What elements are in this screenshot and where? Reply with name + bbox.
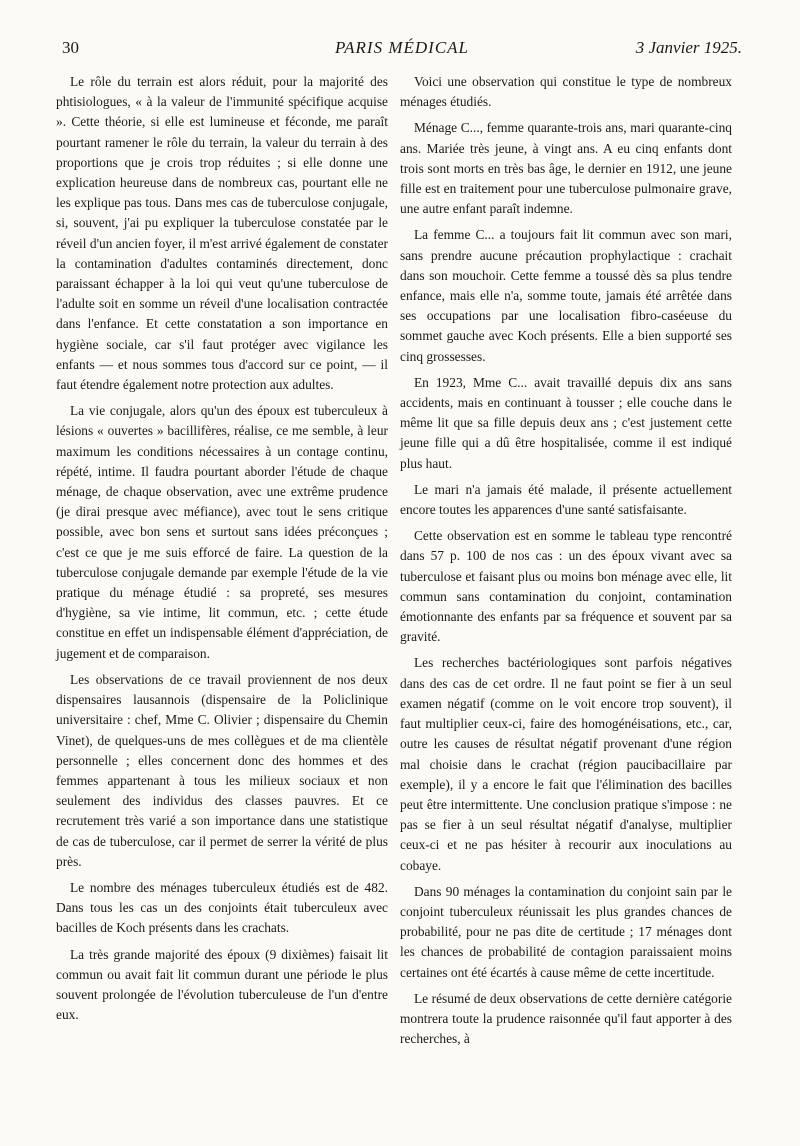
paragraph: La très grande majorité des époux (9 dixièmes) faisait lit commun ou avait fait lit commun durant une période le plus souvent prolongée de l'évolution tuberculeuse de l'un d'entre eux. xyxy=(56,946,388,1023)
left-column xyxy=(56,72,388,1031)
journal-title: PARIS MÉDICAL xyxy=(334,38,470,57)
paragraph: Le rôle du terrain est alors réduit, pour la majorité des phtisiologues, « à la valeur de l'immunité spécifique acquise ». Cette théorie, si elle est lumineuse et féconde, me paraît pourtant ramener le rôle du terrain, la valeur du terrain à des proportions que je crois trop réduites ; si elle donne une explication heureuse dans de nombreux cas, pourtant elle ne les explique pas tous. Dans mes cas de tuberculose conjugale, si, souvent, j'ai pu expliquer la tuberculose constatée par le réveil d'un ancien foyer, il m'est arrivé également de constater la contamination d'adultes contaminés directement, donc paraissant échapper à la loi qui veut qu'une tuberculose de l'adulte soit en somme un réveil d'une localisation contractée dans l'enfance. Et cette constatation a son importance en hygiène sociale, car s'il faut protéger avec vigilance les enfants — et nous sommes tous d'accord sur ce point, — il faut étendre également notre protection aux adultes. xyxy=(56,74,388,393)
paragraph: Le mari n'a jamais été malade, il présente actuellement encore toutes les apparences d'une santé satisfaisante. xyxy=(400,481,732,518)
paragraph: Le résumé de deux observations de cette dernière catégorie montrera toute la prudence raisonnée qu'il faut apporter à des recherches, à xyxy=(400,990,732,1047)
paragraph: Le nombre des ménages tuberculeux étudiés est de 482. Dans tous les cas un des conjoints était tuberculeux avec bacilles de Koch présents dans les crachats. xyxy=(56,879,388,936)
paragraph: Cette observation est en somme le tableau type rencontré dans 57 p. 100 de nos cas : un des époux vivant avec sa tuberculose et faisant plus ou moins bon ménage avec elle, lit commun sans contamination du conjoint, contamination émotionnante des enfants par sa fréquence et souvent par sa gravité. xyxy=(400,528,732,645)
paragraph: Ménage C..., femme quarante-trois ans, mari quarante-cinq ans. Mariée très jeune, à vingt ans. A eu cinq enfants dont trois sont morts en très bas âge, le dernier en 1912, une jeune fille est en traitement pour une tuberculose pulmonaire grave, une autre enfant paraît indemne. xyxy=(400,120,732,217)
paragraph: En 1923, Mme C... avait travaillé depuis dix ans sans accidents, mais en continuant à tousser ; elle couche dans le même lit que sa fille depuis deux ans ; c'est justement cette jeune fille qui a dû être hospitalisée, comme il est indiqué plus haut. xyxy=(400,374,732,471)
paragraph: La vie conjugale, alors qu'un des époux est tuberculeux à lésions « ouvertes » bacillifères, réalise, ce me semble, à leur maximum les conditions nécessaires à un contage continu, répété, intime. Il faudra pourtant aborder l'étude de chaque ménage, de chaque observation, avec une extrême prudence (je dirai presque avec méfiance), avec tout le sens critique possible, avec bon sens et surtout sans idées préconçues ; c'est ce que je me suis efforcé de faire. La question de la tuberculose conjugale demande par exemple l'étude de la vie pratique du ménage étudié : sa propreté, ses mesures d'hygiène, sa vie intime, lit commun, etc. ; cette étude constitue en effet un indispensable élément d'appréciation, de jugement et de comparaison. xyxy=(56,403,388,661)
issue-date: 3 Janvier 1925. xyxy=(635,38,742,57)
paragraph: Dans 90 ménages la contamination du conjoint sain par le conjoint tuberculeux réunissait les plus grandes chances de probabilité, pour ne pas dite de certitude ; 17 ménages dont les chances de probabilité de contagion paraissaient moins certaines ont été écartés à cause même de cette incertitude. xyxy=(400,883,732,980)
page-header xyxy=(62,38,742,64)
paragraph: Les observations de ce travail proviennent de nos deux dispensaires lausannois (dispensaire de la Policlinique universitaire : chef, Mme C. Olivier ; dispensaire du Chemin Vinet), de quelques-uns de mes collègues et de ma clientèle personnelle ; elles concernent donc des hommes et des femmes appartenant à tous les milieux sociaux et non seulement des individus des classes pauvres. Et ce recrutement très varié a son importance dans une statistique de cas de tuberculose, car il permet de serrer la vérité de plus près. xyxy=(56,671,388,869)
right-column xyxy=(400,72,732,1055)
paragraph: Voici une observation qui constitue le type de nombreux ménages étudiés. xyxy=(400,74,732,110)
paragraph: Les recherches bactériologiques sont parfois négatives dans des cas de cet ordre. Il ne faut point se fier à un seul examen négatif (comme on le voit encore trop souvent), il faut multiplier ceux-ci, faire des homogénéisations, etc., car, outre les causes de résultat négatif provenant d'une région mal choisie dans le crachat (région paucibacillaire par exemple), il y a encore le fait que l'élimination des bacilles peut être intermittente. Une conclusion pratique s'impose : ne pas se fier à un seul résultat négatif d'analyse, multiplier ceux-ci et ne pas hésiter à recourir aux inoculations au cobaye. xyxy=(400,655,732,873)
page-number: 30 xyxy=(62,38,79,57)
paragraph: La femme C... a toujours fait lit commun avec son mari, sans prendre aucune précaution prophylactique : crachait dans son mouchoir. Cette femme a toussé dès sa plus tendre enfance, mais elle n'a, somme toute, jamais été arrêtée dans ses occupations par une localisation fibro-caséeuse du sommet gauche avec Koch présents. Elle a bien supporté ses cinq grossesses. xyxy=(400,227,732,364)
